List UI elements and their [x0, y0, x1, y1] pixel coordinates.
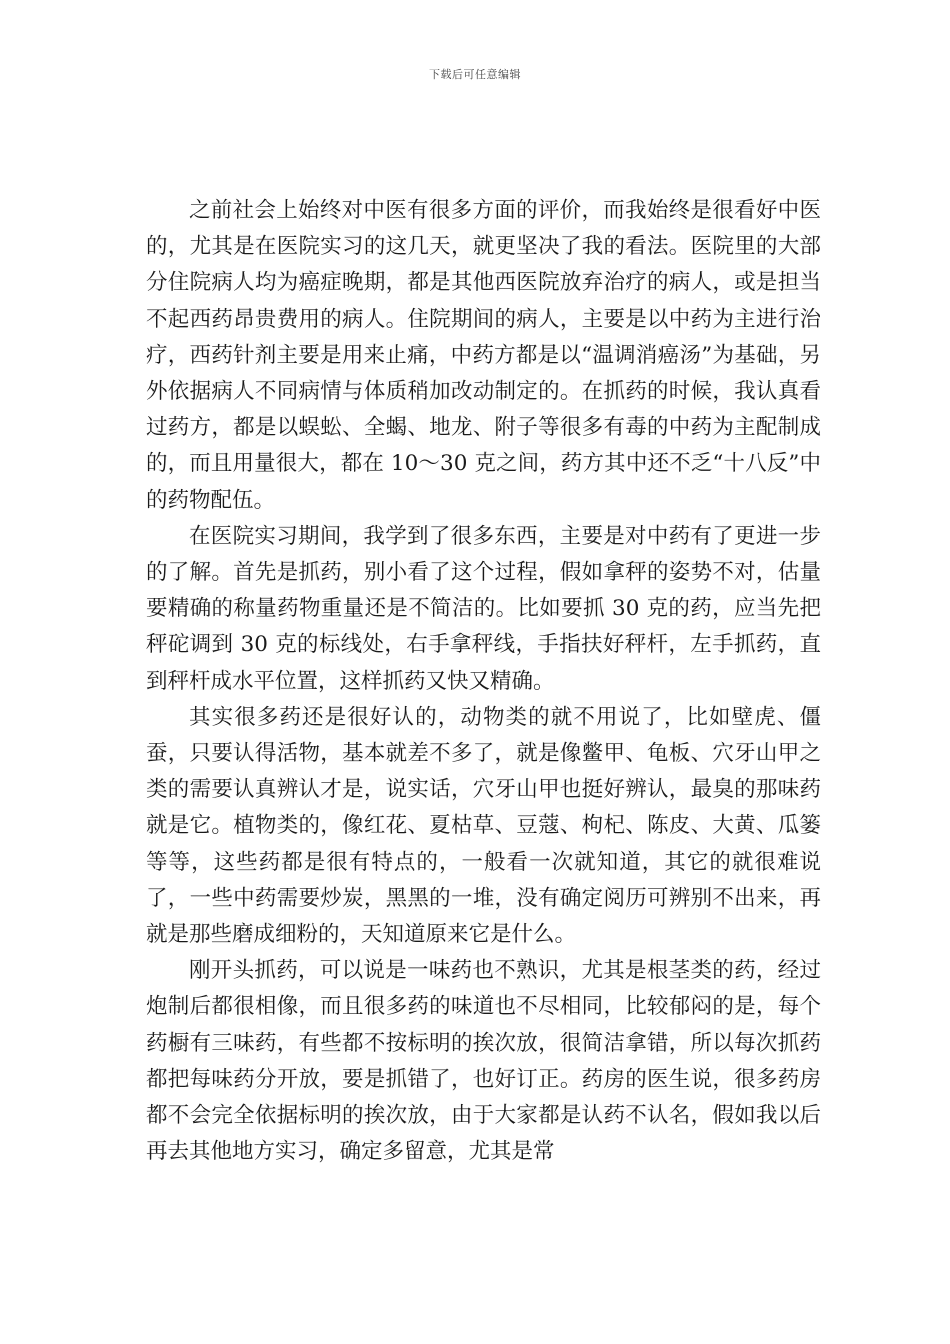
document-body	[146, 193, 821, 1170]
paragraph-2: 在医院实习期间，我学到了很多东西，主要是对中药有了更进一步的了解。首先是抓药，别小看了这个过程，假如拿秤的姿势不对，估量要精确的称量药物重量还是不简洁的。比如要抓 30 克的药，应当先把秤砣调到 30 克的标线处，右手拿秤线，手指扶好秤杆，左手抓药，直到秤杆成水平位置，这样抓药又快又精确。	[146, 523, 821, 694]
paragraph-4: 刚开头抓药，可以说是一味药也不熟识，尤其是根茎类的药，经过炮制后都很相像，而且很多药的味道也不尽相同，比较郁闷的是，每个药橱有三味药，有些都不按标明的挨次放，很简洁拿错，所以每次抓药都把每味药分开放，要是抓错了，也好订正。药房的医生说，很多药房都不会完全依据标明的挨次放，由于大家都是认药不认名，假如我以后再去其他地方实习，确定多留意，尤其是常	[146, 958, 821, 1165]
paragraph-3: 其实很多药还是很好认的，动物类的就不用说了，比如壁虎、僵蚕，只要认得活物，基本就差不多了，就是像鳖甲、龟板、穴牙山甲之类的需要认真辨认才是，说实话，穴牙山甲也挺好辨认，最臭的那味药就是它。植物类的，像红花、夏枯草、豆蔻、枸杞、陈皮、大黄、瓜篓等等，这些药都是很有特点的，一般看一次就知道，其它的就很难说了，一些中药需要炒炭，黑黑的一堆，没有确定阅历可辨别不出来，再就是那些磨成细粉的，天知道原来它是什么。	[146, 704, 821, 948]
paragraph-1: 之前社会上始终对中医有很多方面的评价，而我始终是很看好中医的，尤其是在医院实习的这几天，就更坚决了我的看法。医院里的大部分住院病人均为癌症晚期，都是其他西医院放弃治疗的病人，或是担当不起西药昂贵费用的病人。住院期间的病人，主要是以中药为主进行治疗，西药针剂主要是用来止痛，中药方都是以“温调消癌汤”为基础，另外依据病人不同病情与体质稍加改动制定的。在抓药的时候，我认真看过药方，都是以蜈蚣、全蝎、地龙、附子等很多有毒的中药为主配制成的，而且用量很大，都在 10～30 克之间，药方其中还不乏“十八反”中的药物配伍。	[146, 198, 821, 513]
page-header: 下载后可任意编辑	[429, 68, 521, 81]
